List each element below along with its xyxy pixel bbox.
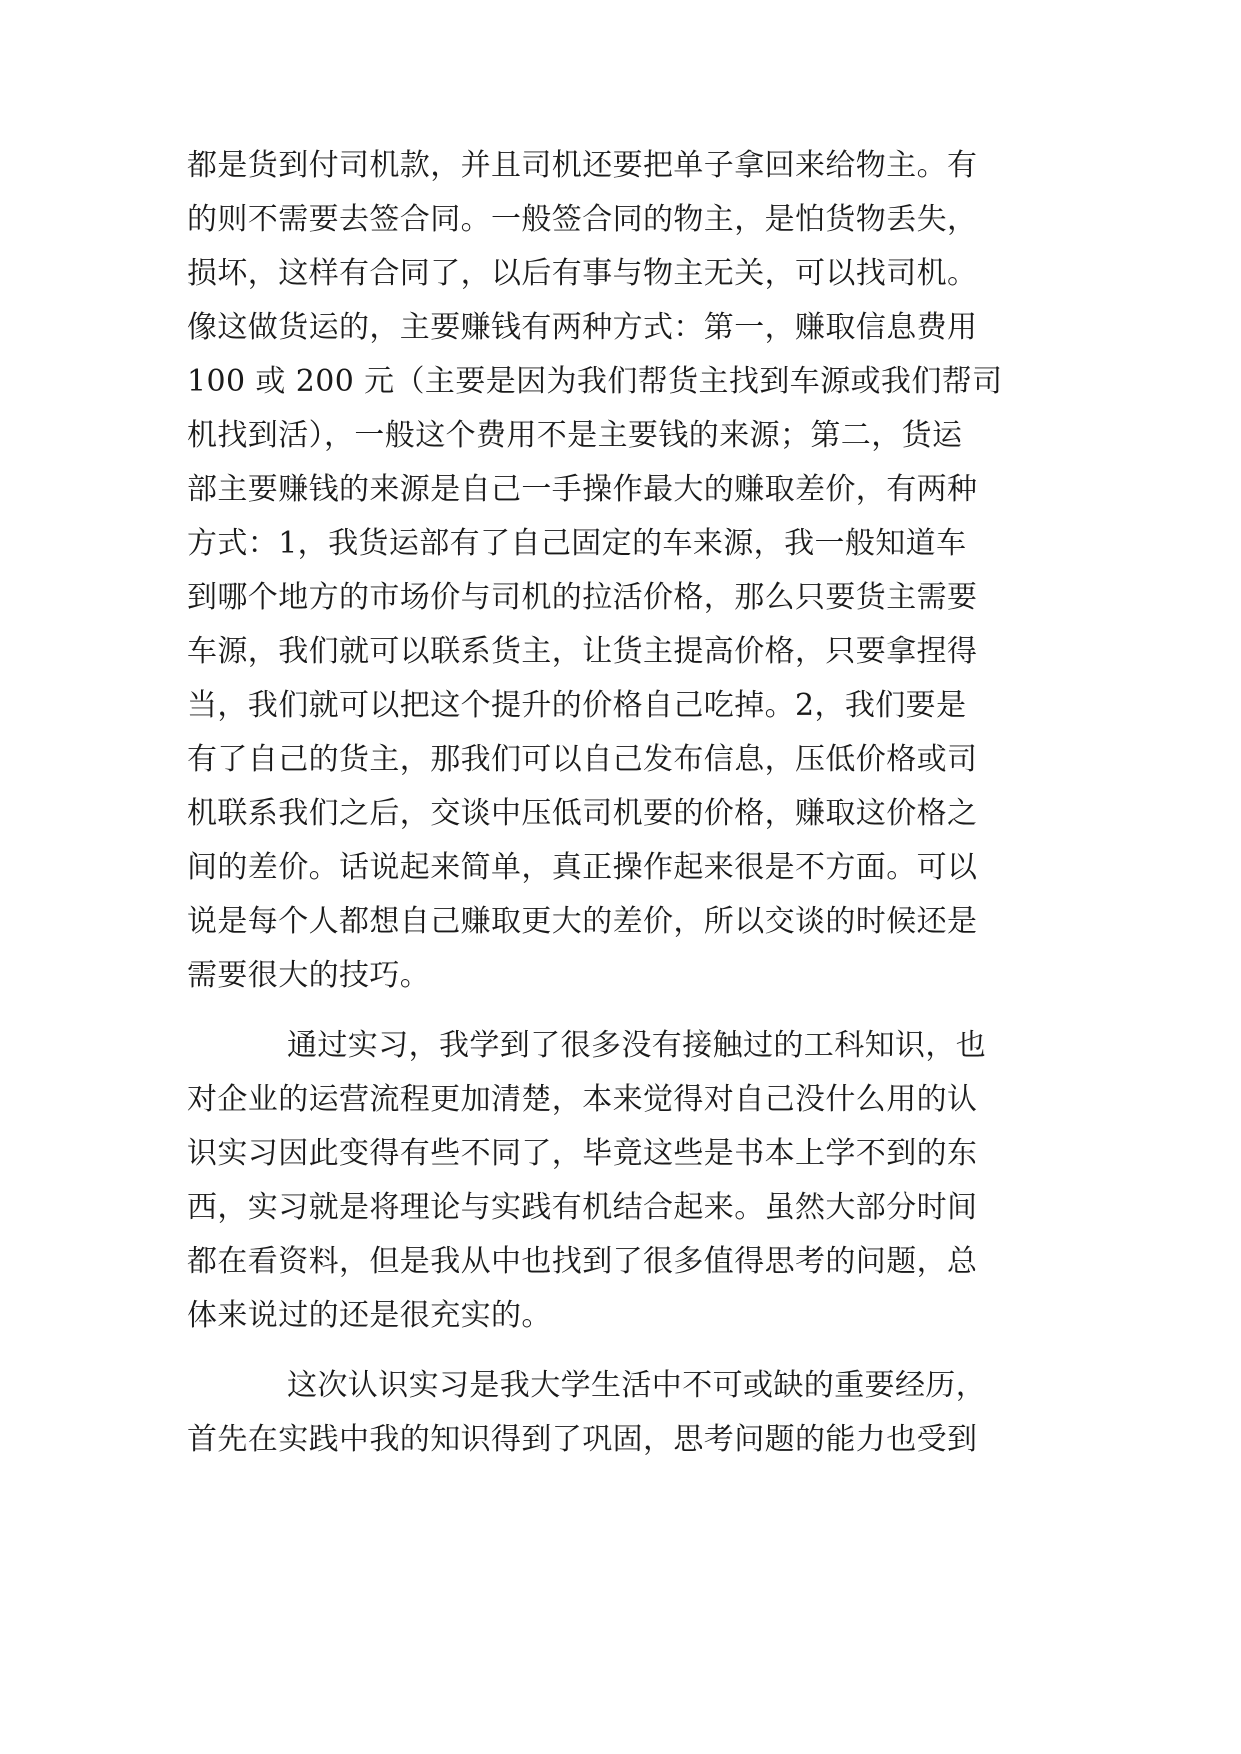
- paragraph-first-line: 通过实习，我学到了很多没有接触过的工科知识，也: [287, 1028, 987, 1063]
- text-line: 间的差价。话说起来简单，真正操作起来很是不方面。可以: [187, 850, 978, 885]
- text-line: 像这做货运的，主要赚钱有两种方式：第一，赚取信息费用: [187, 310, 978, 345]
- text-line: 都是货到付司机款，并且司机还要把单子拿回来给物主。有: [187, 148, 978, 183]
- text-line: 的则不需要去签合同。一般签合同的物主，是怕货物丢失，: [187, 202, 978, 237]
- text-line: 对企业的运营流程更加清楚，本来觉得对自己没什么用的认: [187, 1082, 978, 1117]
- text-line: 体来说过的还是很充实的。: [187, 1298, 552, 1333]
- text-line: 损坏，这样有合同了，以后有事与物主无关，可以找司机。: [187, 256, 978, 291]
- text-line: 车源，我们就可以联系货主，让货主提高价格，只要拿捏得: [187, 634, 978, 669]
- text-line: 都在看资料，但是我从中也找到了很多值得思考的问题，总: [187, 1244, 978, 1279]
- paragraph-first-line: 这次认识实习是我大学生活中不可或缺的重要经历，: [287, 1368, 987, 1403]
- text-line: 说是每个人都想自己赚取更大的差价，所以交谈的时候还是: [187, 904, 978, 939]
- text-line: 西，实习就是将理论与实践有机结合起来。虽然大部分时间: [187, 1190, 978, 1225]
- text-line: 需要很大的技巧。: [187, 958, 431, 993]
- text-line: 机找到活），一般这个费用不是主要钱的来源；第二，货运: [187, 418, 963, 453]
- text-line: 有了自己的货主，那我们可以自己发布信息，压低价格或司: [187, 742, 978, 777]
- text-line: 部主要赚钱的来源是自己一手操作最大的赚取差价，有两种: [187, 472, 978, 507]
- text-line: 机联系我们之后，交谈中压低司机要的价格，赚取这价格之: [187, 796, 978, 831]
- text-line: 100 或 200 元（主要是因为我们帮货主找到车源或我们帮司: [187, 364, 1003, 399]
- text-line: 当，我们就可以把这个提升的价格自己吃掉。2，我们要是: [187, 688, 967, 723]
- text-line: 首先在实践中我的知识得到了巩固，思考问题的能力也受到: [187, 1422, 978, 1457]
- text-line: 方式：1，我货运部有了自己固定的车来源，我一般知道车: [187, 526, 967, 561]
- text-line: 识实习因此变得有些不同了，毕竟这些是书本上学不到的东: [187, 1136, 978, 1171]
- text-line: 到哪个地方的市场价与司机的拉活价格，那么只要货主需要: [187, 580, 978, 615]
